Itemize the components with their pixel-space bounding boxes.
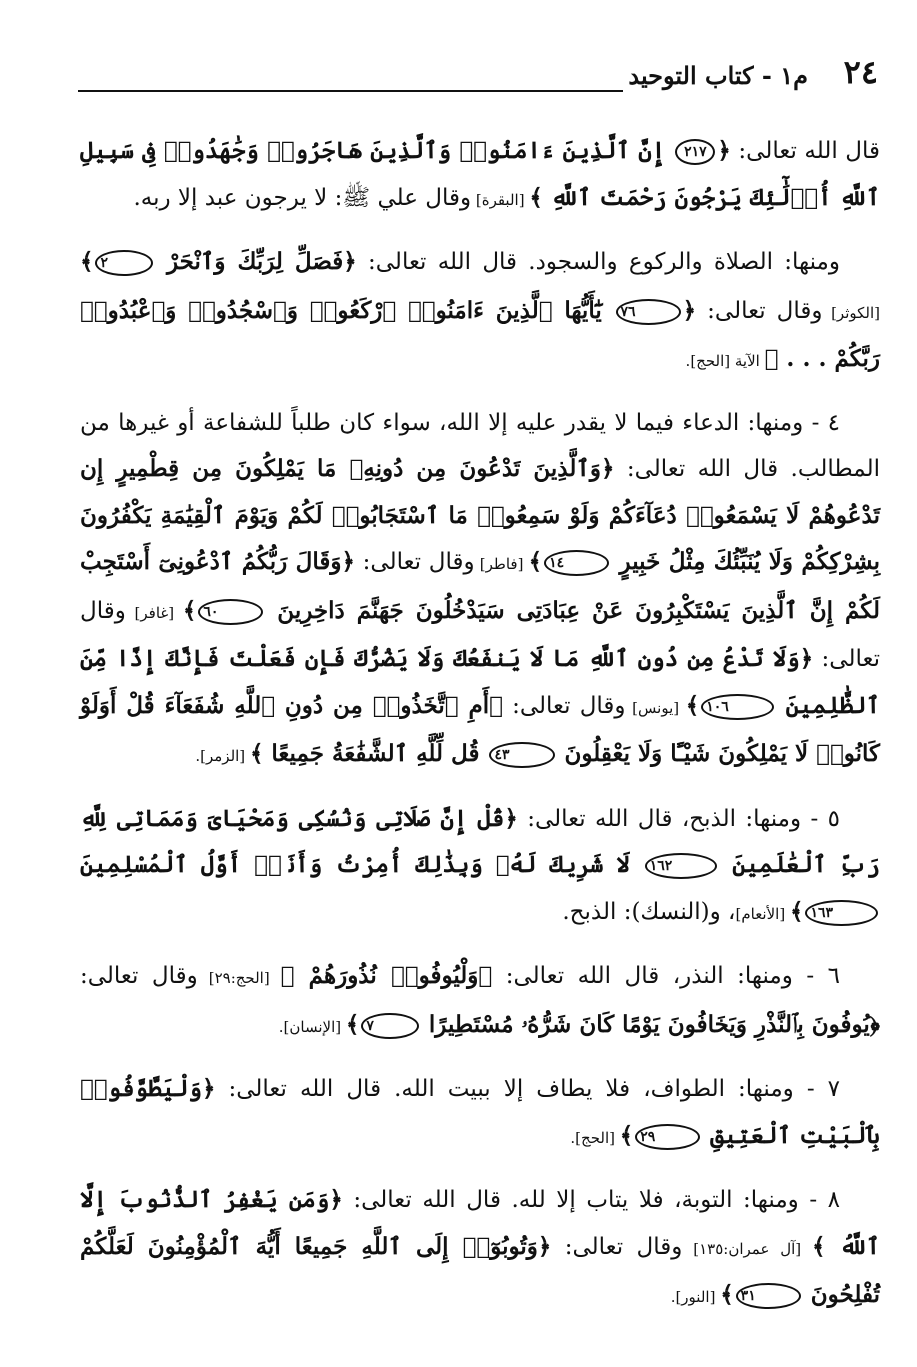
surah-reference: [فاطر]	[474, 555, 529, 573]
body-text: وقال علي ﷺ: لا يرجون عبد إلا ربه.	[133, 184, 472, 211]
ornate-bracket: ﴿	[341, 548, 355, 575]
ornate-bracket: ﴿	[329, 1186, 343, 1213]
body-text: ٧ - ومنها: الطواف، فلا يطاف إلا ببيت الله. قال الله تعالى:	[215, 1076, 840, 1102]
ornate-bracket: ﴾	[812, 1232, 826, 1260]
ayah-number-marker: ٢١٧	[675, 139, 715, 165]
ayah-number-marker: ٧٦	[616, 299, 681, 325]
ornate-bracket: ﴿	[799, 645, 814, 672]
running-title: م١ - كتاب التوحيد	[628, 61, 808, 90]
ornate-bracket: ﴾	[685, 691, 700, 719]
paragraph	[80, 796, 880, 938]
header-rule	[78, 90, 623, 92]
body-text: ومنها: الصلاة والركوع والسجود. قال الله تعالى:	[356, 249, 840, 275]
quran-verse: وَلْيَطَّوَّفُوا۟ بِٱلْبَيْتِ ٱلْعَتِيقِ	[80, 1075, 880, 1149]
body-text: وقال تعالى:	[80, 963, 198, 989]
body-text: قال الله تعالى:	[730, 138, 880, 164]
paragraph	[80, 239, 880, 385]
body-text: وقال تعالى:	[696, 297, 823, 324]
surah-reference: [الكوثر]	[822, 303, 880, 322]
paragraph	[80, 128, 880, 223]
page-body	[80, 128, 880, 1337]
body-text: ، و(النسك): الذبح.	[562, 898, 736, 925]
body-text: وقال تعالى:	[551, 1233, 683, 1260]
body-text: ٥ - ومنها: الذبح، قال الله تعالى:	[517, 805, 840, 832]
quran-verse: لَا شَرِيكَ لَهُۥ وَبِذَٰلِكَ أُمِرْتُ وَأَنَا۠ أَوَّلُ ٱلْمُسْلِمِينَ	[80, 851, 643, 878]
quran-verse: إِنَّ ٱلَّذِينَ ءَامَنُوا۟ وَٱلَّذِينَ هَاجَرُوا۟ وَجَٰهَدُوا۟ فِى سَبِيلِ ٱللَّهِ أُو۟لَٰٓئِكَ يَرْجُونَ رَحْمَتَ ٱللَّهِ	[80, 137, 880, 211]
ornate-bracket: ﴾	[280, 962, 295, 989]
ornate-bracket: ﴾	[619, 1121, 634, 1149]
paragraph	[80, 401, 880, 780]
quran-verse: وَمَن يَغْفِرُ ٱلذُّنُوبَ إِلَّا ٱللَّهُ	[80, 1186, 881, 1260]
ayah-number-marker: ١٤	[544, 550, 609, 576]
quran-verse: وَتُوبُوٓا۟ إِلَى ٱللَّهِ جَمِيعًا أَيُّهَ ٱلْمُؤْمِنُونَ لَعَلَّكُمْ تُفْلِحُونَ	[80, 1232, 880, 1308]
ayah-number-marker: ١٦٣	[805, 900, 878, 926]
body-text: ٨ - ومنها: التوبة، فلا يتاب إلا لله. قال الله تعالى:	[342, 1187, 840, 1213]
ornate-bracket: ﴾	[528, 548, 543, 575]
ornate-bracket: ﴿	[600, 455, 615, 482]
ornate-bracket: ﴿	[489, 691, 503, 719]
body-text: وقال تعالى:	[80, 597, 880, 672]
ornate-bracket: ﴿	[682, 296, 697, 324]
surah-reference: [الحج].	[570, 1128, 620, 1147]
surah-reference: [البقرة]	[471, 190, 530, 209]
surah-reference: [غافر]	[125, 603, 183, 622]
ornate-bracket: ﴾	[720, 1281, 734, 1308]
quran-verse: وَٱلَّذِينَ تَدْعُونَ مِن دُونِهِۦ مَا يَمْلِكُونَ مِن قِطْمِيرٍ إِن تَدْعُوهُمْ لَا يَسْمَعُوا۟ دُعَآءَكُمْ وَلَوْ سَمِعُوا۟ مَا ٱسْتَجَابُوا۟ لَكُمْ وَيَوْمَ ٱلْقِيَٰمَةِ يَكْفُرُونَ بِشِرْكِكُمْ وَلَا يُنَبِّئُكَ مِثْلُ خَبِيرٍ	[80, 455, 881, 575]
ornate-bracket: ﴿	[343, 248, 357, 275]
ornate-bracket: ﴾	[345, 1010, 360, 1038]
ornate-bracket: ﴿	[201, 1075, 216, 1102]
ornate-bracket: ﴿	[717, 137, 731, 164]
ornate-bracket: ﴿	[537, 1232, 552, 1260]
quran-verse: يُوفُونَ بِٱلنَّذْرِ وَيَخَافُونَ يَوْمًا كَانَ شَرُّهُۥ مُسْتَطِيرًا	[420, 1010, 870, 1038]
quran-verse: وَقَالَ رَبُّكُمُ ٱدْعُونِىٓ أَسْتَجِبْ لَكُمْ إِنَّ ٱلَّذِينَ يَسْتَكْبِرُونَ عَنْ عِبَادَتِى سَيَدْخُلُونَ جَهَنَّمَ دَاخِرِينَ	[80, 548, 880, 624]
ayah-number-marker: ٦٠	[198, 599, 263, 625]
paragraph	[80, 953, 880, 1050]
quran-verse: فَصَلِّ لِرَبِّكَ وَٱنْحَرْ	[155, 248, 344, 275]
quran-verse: وَلَا تَدْعُ مِن دُونِ ٱللَّهِ مَا لَا يَنفَعُكَ وَلَا يَضُرُّكَ فَإِن فَعَلْتَ فَإِنَّكَ إِذًا مِّنَ ٱلظَّٰلِمِينَ	[80, 645, 881, 719]
body-text: وقال تعالى:	[502, 692, 626, 719]
page-header	[78, 55, 878, 99]
ayah-number-marker: ٢٩	[635, 1124, 700, 1150]
surah-reference: الآية [الحج].	[685, 352, 765, 370]
surah-reference: [النور].	[670, 1288, 721, 1306]
quran-verse: وَلْيُوفُوا۟ نُذُورَهُمْ	[294, 962, 479, 989]
ornate-bracket: ﴾	[182, 596, 197, 624]
surah-reference: [الحج:٢٩]	[197, 969, 281, 987]
ayah-number-marker: ٣١	[736, 1283, 801, 1309]
ayah-number-marker: ٧	[361, 1013, 419, 1039]
ayah-number-marker: ١٦٢	[645, 853, 718, 879]
quran-verse: أَمِ ٱتَّخَذُوا۟ مِن دُونِ ٱللَّهِ شُفَعَآءَ قُلْ أَوَلَوْ كَانُوا۟ لَا يَمْلِكُونَ شَيْـًٔا وَلَا يَعْقِلُونَ	[80, 691, 880, 767]
ornate-bracket: ﴾	[529, 183, 543, 211]
ornate-bracket: ﴿	[504, 804, 518, 832]
ayah-number-marker: ١٠٦	[701, 694, 774, 720]
paragraph	[80, 1177, 880, 1321]
ornate-bracket: ﴾	[789, 897, 804, 925]
ornate-bracket: ﴾	[764, 345, 779, 372]
body-text: ٤ - ومنها: الدعاء فيما لا يقدر عليه إلا الله، سواء كان طلباً للشفاعة أو غيرها من المطالب. قال الله تعالى:	[80, 409, 880, 482]
page-number: ٢٤	[843, 53, 878, 91]
ornate-bracket: ﴿	[478, 962, 493, 989]
body-text: وقال تعالى:	[354, 549, 475, 575]
surah-reference: [الإنسان].	[278, 1017, 346, 1036]
quran-verse: قُل لِّلَّهِ ٱلشَّفَٰعَةُ جَمِيعًا	[263, 740, 488, 767]
surah-reference: [يونس]	[625, 698, 686, 717]
surah-reference: [الأنعام]	[735, 904, 790, 923]
paragraph	[80, 1066, 880, 1161]
body-text: ٦ - ومنها: النذر، قال الله تعالى:	[492, 963, 840, 989]
surah-reference: [آل عمران:١٣٥]	[682, 1239, 813, 1258]
quran-verse: يَٰٓأَيُّهَا ٱلَّذِينَ ءَامَنُوا۟ ٱرْكَعُوا۟ وَٱسْجُدُوا۟ وَٱعْبُدُوا۟ رَبَّكُمْ . . .	[80, 296, 880, 372]
quran-verse: قُلْ إِنَّ صَلَاتِى وَنُسُكِى وَمَحْيَاىَ وَمَمَاتِى لِلَّهِ رَبِّ ٱلْعَٰلَمِينَ	[80, 804, 880, 878]
ayah-number-marker: ٢	[95, 250, 153, 276]
ornate-bracket: ﴾	[249, 740, 264, 767]
surah-reference: [الزمر].	[195, 747, 250, 765]
ayah-number-marker: ٤٣	[489, 742, 554, 768]
ornate-bracket: ﴿	[869, 1010, 880, 1038]
ornate-bracket: ﴾	[80, 248, 94, 275]
